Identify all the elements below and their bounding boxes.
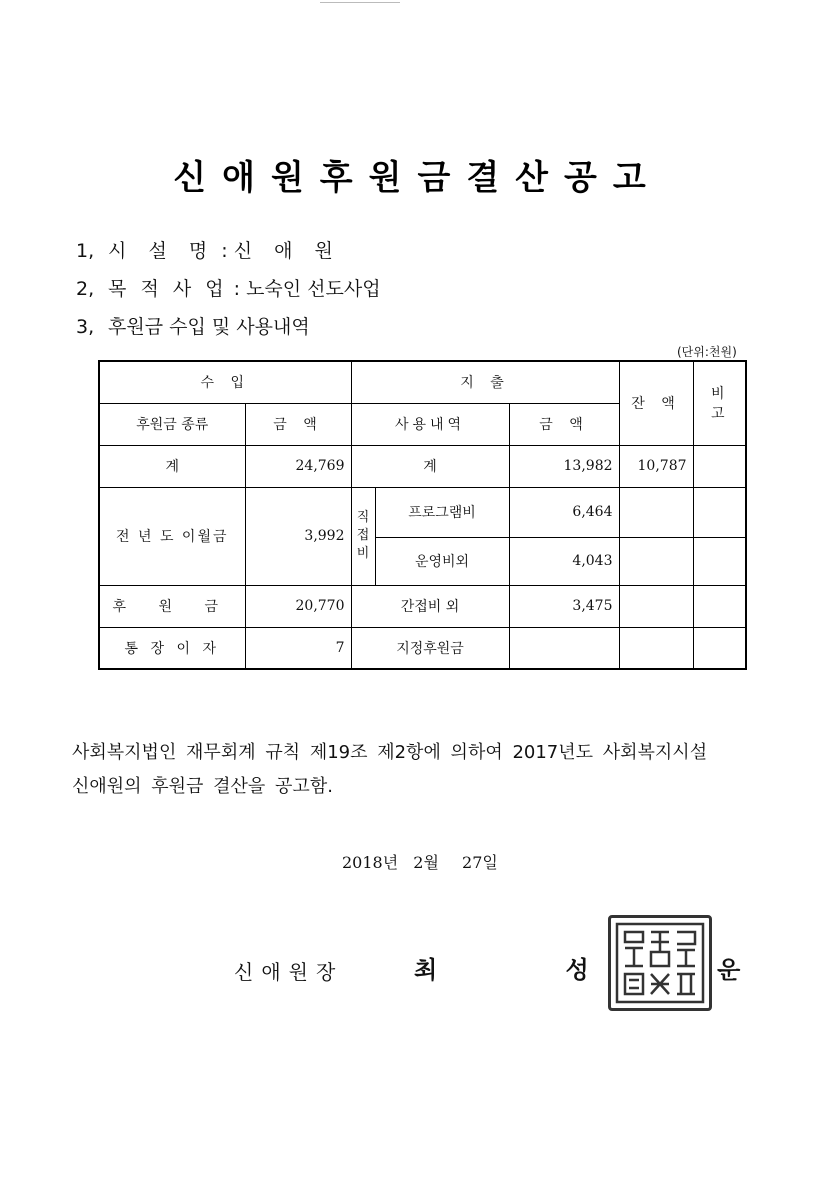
info-purpose-label: 목 적 사 업 — [108, 278, 228, 300]
info-facility-value: 신 애 원 — [233, 240, 341, 262]
expense-header: 지 출 — [351, 361, 619, 403]
indirect-cost-label: 간접비 외 — [351, 585, 509, 627]
total-income-label: 계 — [99, 445, 245, 487]
expense-amount-header: 금 액 — [509, 403, 619, 445]
official-seal-icon — [608, 915, 712, 1011]
note-header: 비 고 — [693, 361, 746, 445]
empty-cell — [693, 585, 746, 627]
program-cost-label: 프로그램비 — [375, 487, 509, 537]
info-usage: 3, 후원금 수입 및 사용내역 — [76, 316, 310, 338]
usage-header: 사용내역 — [351, 403, 509, 445]
income-header: 수 입 — [99, 361, 351, 403]
info-purpose: 2, 목 적 사 업 : 노숙인 선도사업 — [76, 278, 381, 300]
operating-cost-label: 운영비외 — [375, 537, 509, 585]
income-amount-header: 금 액 — [245, 403, 351, 445]
signer-title: 신애원장 — [234, 960, 344, 984]
date-month: 2월 — [413, 853, 439, 872]
income-type-header: 후원금 종류 — [99, 403, 245, 445]
balance-value: 10,787 — [619, 445, 693, 487]
balance-header: 잔 액 — [619, 361, 693, 445]
program-cost-value: 6,464 — [509, 487, 619, 537]
interest-label: 통 장 이 자 — [99, 627, 245, 669]
empty-cell — [619, 627, 693, 669]
total-income-value: 24,769 — [245, 445, 351, 487]
unit-label: (단위:천원) — [677, 345, 737, 359]
info-usage-label: 후원금 수입 및 사용내역 — [108, 316, 310, 338]
document-title: 신애원후원금결산공고 — [173, 158, 662, 198]
total-expense-value: 13,982 — [509, 445, 619, 487]
statement-line-1: 사회복지법인 재무회계 규칙 제19조 제2항에 의하여 2017년도 사회복지시설 — [72, 742, 708, 763]
operating-cost-value: 4,043 — [509, 537, 619, 585]
announcement-date — [342, 850, 508, 873]
empty-cell — [619, 487, 693, 537]
date-day: 27일 — [462, 853, 498, 872]
announcement-statement — [72, 736, 772, 804]
prev-carryover-value: 3,992 — [245, 487, 351, 585]
info-facility-label: 시 설 명 — [108, 240, 216, 262]
date-year: 2018년 — [342, 853, 399, 872]
total-expense-label: 계 — [351, 445, 509, 487]
signer-name: 최 성 운 — [414, 956, 801, 984]
info-purpose-value: 노숙인 선도사업 — [246, 278, 381, 300]
note-cell — [693, 445, 746, 487]
indirect-cost-value: 3,475 — [509, 585, 619, 627]
empty-cell — [619, 537, 693, 585]
donation-value: 20,770 — [245, 585, 351, 627]
empty-cell — [693, 487, 746, 537]
empty-cell — [693, 627, 746, 669]
donation-label: 후 원 금 — [99, 585, 245, 627]
interest-value: 7 — [245, 627, 351, 669]
designated-donation-label: 지정후원금 — [351, 627, 509, 669]
settlement-table — [98, 360, 747, 670]
empty-cell — [619, 585, 693, 627]
direct-cost-label: 직접비 — [351, 487, 375, 585]
statement-line-2: 신애원의 후원금 결산을 공고함. — [72, 776, 333, 797]
empty-cell — [509, 627, 619, 669]
prev-carryover-label: 전 년 도 이월금 — [99, 487, 245, 585]
empty-cell — [693, 537, 746, 585]
info-facility: 1, 시 설 명 : 신 애 원 — [76, 240, 341, 262]
scan-edge-line — [320, 2, 400, 3]
